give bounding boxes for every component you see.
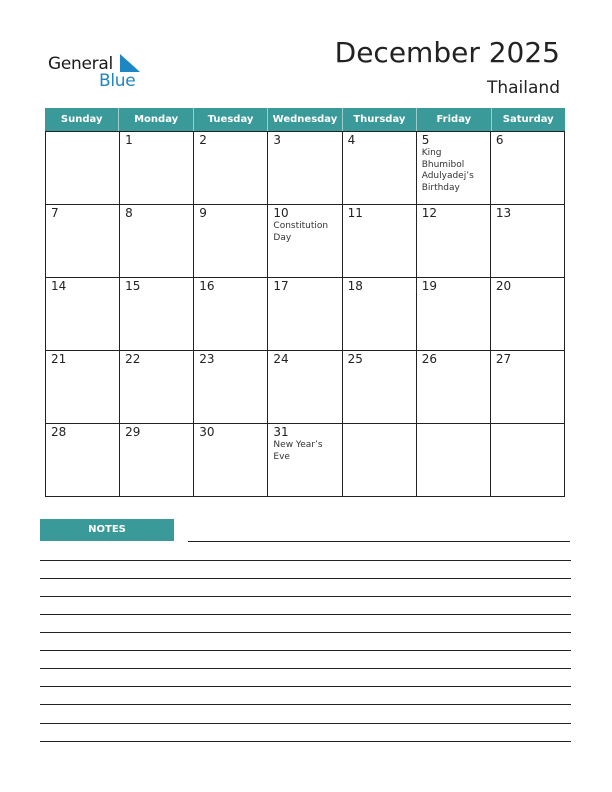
calendar-day-cell: [46, 205, 120, 277]
day-number: 10: [273, 206, 289, 220]
notes-line: [40, 614, 571, 615]
notes-line: [40, 704, 571, 705]
day-number: 12: [421, 206, 437, 220]
calendar-day-cell: [417, 132, 491, 204]
calendar-day-cell: [491, 424, 565, 496]
calendar-day-cell: [46, 424, 120, 496]
calendar-day-cell: [268, 351, 342, 423]
holiday-label: New Year’s Eve: [273, 440, 323, 462]
day-number: 27: [495, 352, 512, 366]
weekday-header: Thursday: [343, 108, 417, 131]
calendar-day-cell: [194, 205, 268, 277]
calendar-day-cell: [491, 351, 565, 423]
notes-label: NOTES: [40, 519, 174, 541]
day-number: 6: [495, 133, 504, 147]
weekday-header-row: [45, 108, 565, 131]
calendar-day-cell: [120, 132, 194, 204]
calendar-day-cell: [343, 132, 417, 204]
day-number: 28: [51, 425, 67, 439]
day-number: 3: [273, 133, 282, 147]
logo-text-blue: Blue: [99, 71, 136, 91]
calendar-day-cell: [268, 132, 342, 204]
day-number: 30: [199, 425, 215, 439]
calendar-day-cell: [120, 351, 194, 423]
calendar-day-cell: [417, 205, 491, 277]
day-number: 16: [199, 279, 215, 293]
day-number: 13: [495, 206, 512, 220]
day-number: 4: [347, 133, 356, 147]
calendar-week-row: [46, 132, 565, 205]
day-number: 11: [347, 206, 363, 220]
weekday-header: Friday: [417, 108, 491, 131]
weekday-header: Saturday: [502, 114, 554, 125]
calendar-day-cell: [46, 278, 120, 350]
weekday-header: Sunday: [45, 108, 119, 131]
day-number: 15: [125, 279, 141, 293]
calendar-week-row: [46, 205, 565, 278]
calendar-day-cell: [343, 205, 417, 277]
holiday-label: King Bhumibol Adulyadej’s Birthday: [421, 148, 474, 193]
calendar-day-cell: [491, 205, 565, 277]
day-number: 9: [199, 206, 207, 220]
day-number: 5: [421, 133, 430, 147]
notes-line: [40, 668, 571, 669]
calendar-day-cell: [343, 424, 417, 496]
day-number: 19: [421, 279, 437, 293]
brand-logo: [48, 52, 158, 92]
notes-line: [40, 578, 571, 579]
calendar-day-cell: [46, 351, 120, 423]
calendar-day-cell: [268, 278, 342, 350]
notes-line: [40, 632, 571, 633]
calendar-day-cell: [343, 278, 417, 350]
notes-line: [40, 650, 571, 651]
day-number: 7: [51, 206, 59, 220]
calendar-day-cell: [268, 424, 342, 496]
calendar-grid: [45, 108, 565, 498]
calendar-day-cell: [417, 278, 491, 350]
calendar-day-cell: [268, 205, 342, 277]
calendar-day-cell: [194, 278, 268, 350]
day-number: 24: [273, 352, 289, 366]
logo-text-general: General: [48, 54, 113, 74]
day-number: 14: [51, 279, 67, 293]
weekday-header: Wednesday: [268, 108, 342, 131]
day-number: 23: [199, 352, 215, 366]
day-number: 20: [495, 279, 512, 293]
calendar-day-cell: [417, 424, 491, 496]
weekday-header: Monday: [119, 108, 193, 131]
calendar-day-cell: [417, 351, 491, 423]
notes-line: [40, 560, 571, 561]
calendar-day-cell: [343, 351, 417, 423]
notes-line: [188, 541, 570, 542]
day-number: 1: [125, 133, 133, 147]
calendar-day-cell: [194, 132, 268, 204]
calendar-day-cell: [491, 278, 565, 350]
calendar-week-row: [46, 278, 565, 351]
day-number: 2: [199, 133, 207, 147]
day-number: 29: [125, 425, 141, 439]
notes-line: [40, 596, 571, 597]
day-number: 21: [51, 352, 67, 366]
calendar-week-row: [46, 424, 565, 497]
calendar-day-cell: [120, 278, 194, 350]
calendar-day-cell: [120, 424, 194, 496]
weekday-header: Tuesday: [194, 108, 268, 131]
calendar-day-cell: [194, 351, 268, 423]
day-number: 26: [421, 352, 437, 366]
day-number: 25: [347, 352, 363, 366]
notes-line: [40, 723, 571, 724]
notes-line: [40, 686, 571, 687]
day-number: 17: [273, 279, 289, 293]
day-number: 22: [125, 352, 141, 366]
holiday-label: Constitution Day: [273, 221, 329, 243]
calendar-week-row: [46, 351, 565, 424]
calendar-day-cell: [46, 132, 120, 204]
calendar-day-cell: [120, 205, 194, 277]
day-number: 8: [125, 206, 133, 220]
page-title: December 2025: [334, 36, 560, 69]
day-number: 18: [347, 279, 363, 293]
calendar-day-cell: [491, 132, 565, 204]
day-number: 31: [273, 425, 289, 439]
calendar-body: [45, 131, 565, 497]
notes-line: [40, 741, 571, 742]
calendar-day-cell: [194, 424, 268, 496]
country-label: Thailand: [486, 78, 560, 98]
